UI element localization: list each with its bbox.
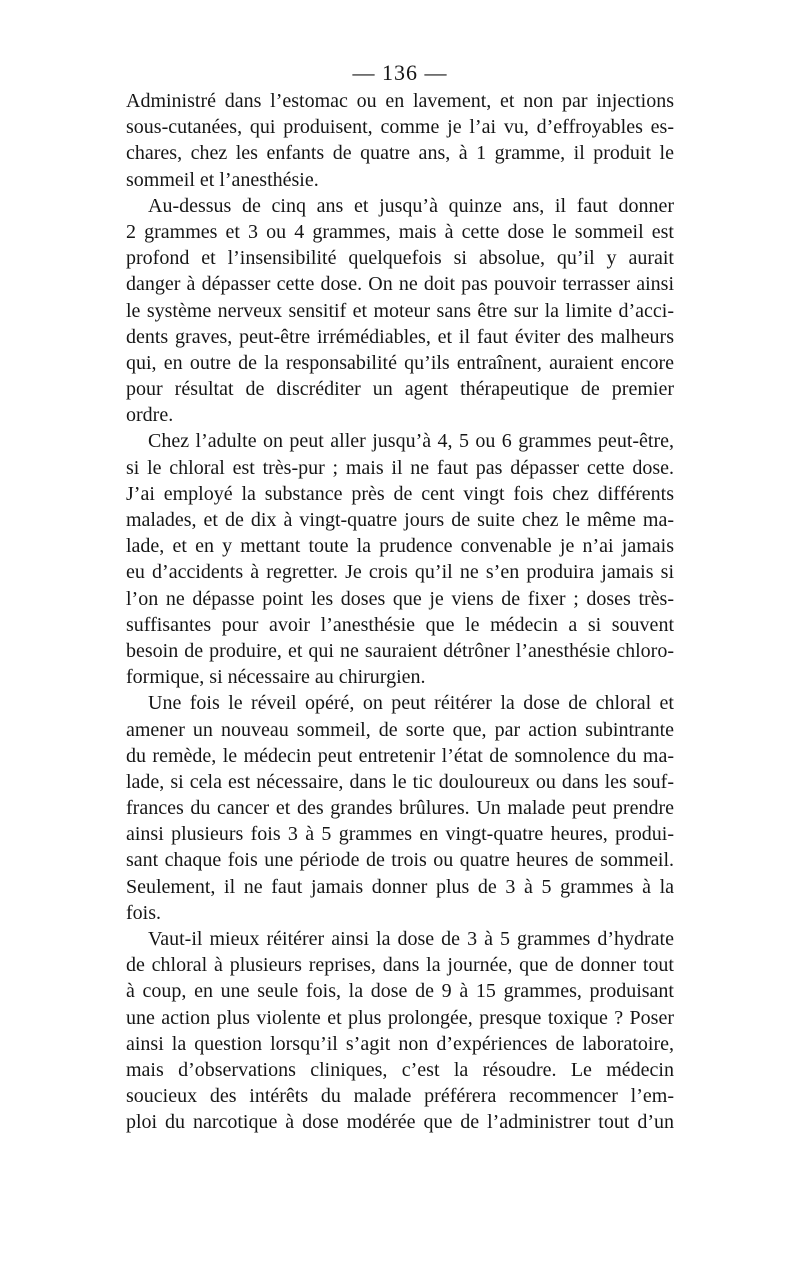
text-line: sommeil et l’anesthésie. (126, 168, 319, 191)
text-line: si le chloral est très-pur ; mais il ne faut pas dépasser cette dose. (126, 456, 674, 479)
text-line: Une fois le réveil opéré, on peut réitérer la dose de chloral et (148, 692, 674, 715)
text-line: eu d’accidents à regretter. Je crois qu’il ne s’en produira jamais si (126, 561, 674, 584)
text-line: amener un nouveau sommeil, de sorte que, par action subintrante (126, 718, 674, 741)
text-line: soucieux des intérêts du malade préférera recommencer l’em- (126, 1085, 674, 1108)
text-line: une action plus violente et plus prolongée, presque toxique ? Poser (126, 1006, 674, 1029)
paragraph (126, 88, 674, 193)
text-line: Au-dessus de cinq ans et jusqu’à quinze ans, il faut donner (148, 194, 674, 217)
text-line: mais d’observations cliniques, c’est la résoudre. Le médecin (126, 1058, 674, 1081)
paragraph (126, 926, 674, 1136)
text-line: Chez l’adulte on peut aller jusqu’à 4, 5 ou 6 grammes peut-être, (148, 430, 674, 453)
text-line: J’ai employé la substance près de cent vingt fois chez différents (126, 482, 674, 505)
text-line: lade, si cela est nécessaire, dans le tic douloureux ou dans les souf- (126, 770, 674, 793)
text-line: besoin de produire, et qui ne sauraient détrôner l’anesthésie chloro- (126, 639, 674, 662)
text-line: malades, et de dix à vingt-quatre jours de suite chez le même ma- (126, 509, 674, 531)
text-line: chares, chez les enfants de quatre ans, à 1 gramme, il produit le (126, 142, 674, 165)
body-text (126, 88, 674, 1136)
text-line: pour résultat de discréditer un agent thérapeutique de premier (126, 378, 674, 401)
text-line: sous-cutanées, qui produisent, comme je l’ai vu, d’effroyables es- (126, 116, 674, 139)
text-line: Vaut-il mieux réitérer ainsi la dose de 3 à 5 grammes d’hydrate (148, 928, 674, 950)
text-line: profond et l’insensibilité quelquefois si absolue, qu’il y aurait (126, 247, 674, 270)
text-line: suffisantes pour avoir l’anesthésie que le médecin a si souvent (126, 613, 674, 636)
paragraph (126, 428, 674, 690)
text-line: le système nerveux sensitif et moteur sans être sur la limite d’acci- (126, 299, 674, 322)
text-line: fois. (126, 901, 161, 924)
paragraph (126, 193, 674, 429)
text-line: 2 grammes et 3 ou 4 grammes, mais à cette dose le sommeil est (126, 220, 674, 243)
text-line: sant chaque fois une période de trois ou quatre heures de sommeil. (126, 849, 674, 872)
text-line: formique, si nécessaire au chirurgien. (126, 666, 426, 689)
text-line: ainsi la question lorsqu’il s’agit non d’expériences de laboratoire, (126, 1032, 674, 1055)
text-line: à coup, en une seule fois, la dose de 9 à 15 grammes, produisant (126, 980, 674, 1003)
text-line: ordre. (126, 404, 174, 427)
text-line: dents graves, peut-être irrémédiables, et il faut éviter des malheurs (126, 325, 674, 348)
text-line: frances du cancer et des grandes brûlures. Un malade peut prendre (126, 797, 674, 820)
text-line: lade, et en y mettant toute la prudence convenable je n’ai jamais (126, 535, 674, 558)
text-line: ploi du narcotique à dose modérée que de l’administrer tout d’un (126, 1111, 674, 1134)
text-line: l’on ne dépasse point les doses que je viens de fixer ; doses très- (126, 587, 674, 610)
text-line: danger à dépasser cette dose. On ne doit pas pouvoir terrasser ainsi (126, 273, 674, 296)
text-line: Administré dans l’estomac ou en lavement, et non par injections (126, 90, 674, 112)
text-line: de chloral à plusieurs reprises, dans la journée, que de donner tout (126, 954, 674, 977)
text-line: Seulement, il ne faut jamais donner plus de 3 à 5 grammes à la (126, 875, 674, 898)
text-line: ainsi plusieurs fois 3 à 5 grammes en vingt-quatre heures, produi- (126, 823, 674, 846)
text-line: du remède, le médecin peut entretenir l’état de somnolence du ma- (126, 744, 674, 767)
text-line: qui, en outre de la responsabilité qu’ils entraînent, auraient encore (126, 351, 674, 374)
page-number: — 136 — (352, 60, 448, 85)
paragraph (126, 690, 674, 926)
